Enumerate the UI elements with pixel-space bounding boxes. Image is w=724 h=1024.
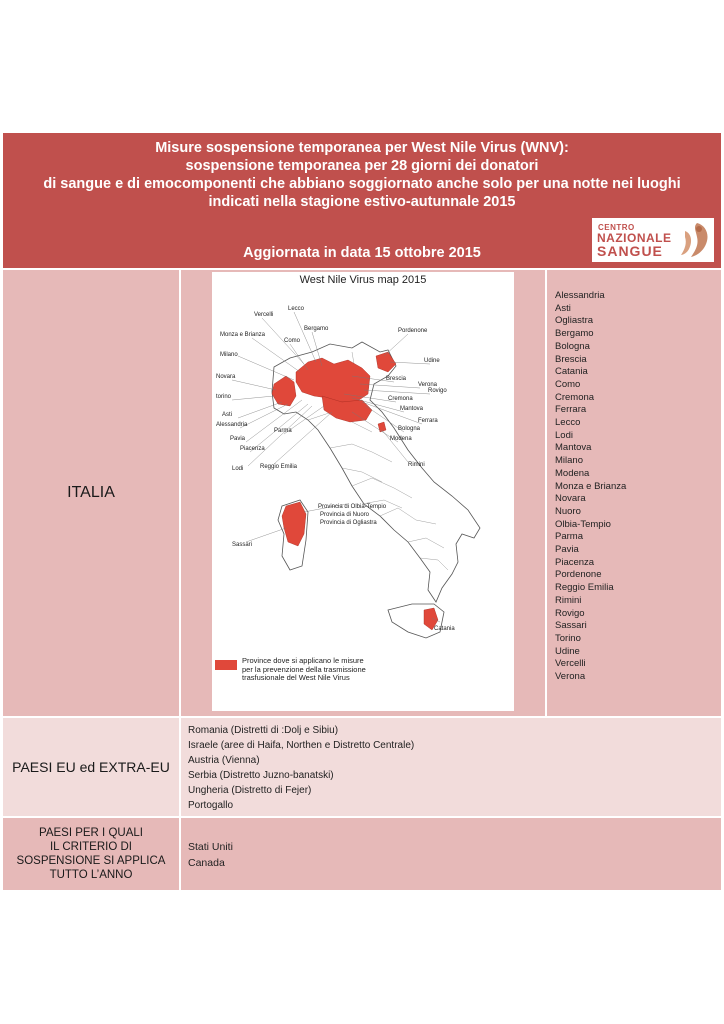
province-item: Novara — [555, 493, 586, 505]
eu-label: PAESI EU ed EXTRA-EU — [12, 759, 170, 775]
map-label-piacenza: Piacenza — [240, 446, 265, 452]
map-label-modena: Modena — [390, 436, 412, 442]
centro-nazionale-sangue-logo: CENTRO NAZIONALE SANGUE — [592, 218, 714, 262]
map-label-mantova: Mantova — [400, 406, 424, 412]
all-year-country-list — [188, 839, 233, 871]
province-item: Vercelli — [555, 658, 586, 670]
province-item: Monza e Brianza — [555, 480, 627, 492]
province-item: Ferrara — [555, 404, 587, 416]
all-year-label — [17, 826, 166, 882]
italia-label-cell — [3, 270, 179, 716]
map-label-bergamo: Bergamo — [304, 326, 329, 332]
italy-map-graphic — [212, 272, 514, 711]
eu-country-item: Israele (aree di Haifa, Northen e Distretto Centrale) — [188, 740, 415, 751]
all-year-label-line: IL CRITERIO DI — [49, 841, 132, 853]
province-item: Milano — [555, 455, 583, 467]
all-year-label-line: TUTTO L’ANNO — [49, 869, 133, 881]
all-year-label-line: SOSPENSIONE SI APPLICA — [16, 855, 166, 867]
map-label-olbia: Provincia di Olbia-Tempio — [318, 504, 387, 510]
eu-country-item: Romania (Distretti di :Dolj e Sibiu) — [188, 725, 339, 736]
legend-text: Province dove si applicano le misure per la prevenzione della trasmissione trasfusionale del West Nile Virus — [242, 656, 366, 683]
map-label-parma: Parma — [274, 428, 292, 434]
map-label-milano: Milano — [220, 352, 238, 358]
map-label-alessandria: Alessandria — [216, 422, 248, 428]
title-line-4: indicati nella stagione estivo-autunnale 2015 — [208, 194, 516, 210]
map-title: West Nile Virus map 2015 — [299, 274, 427, 286]
all-year-country-item: Stati Uniti — [188, 841, 233, 853]
province-item: Lecco — [555, 417, 581, 429]
map-label-pavia: Pavia — [230, 436, 246, 442]
eu-country-item: Austria (Vienna) — [188, 755, 260, 766]
map-label-sassari: Sassari — [232, 542, 253, 548]
eu-country-list — [188, 723, 414, 813]
province-item: Torino — [555, 632, 581, 644]
eu-label-cell — [3, 718, 179, 816]
all-year-label-cell — [3, 818, 179, 890]
map-label-brescia: Brescia — [386, 376, 407, 382]
map-label-como: Como — [284, 338, 301, 344]
province-item: Brescia — [555, 353, 587, 365]
eu-content-cell — [182, 718, 721, 816]
map-label-torino: torino — [216, 394, 232, 400]
eu-country-item: Ungheria (Distretto di Fejer) — [188, 785, 312, 796]
map-label-lecco: Lecco — [288, 306, 305, 312]
map-label-udine: Udine — [424, 358, 440, 364]
west-nile-map — [212, 272, 514, 711]
map-label-reggio-emilia: Reggio Emilia — [260, 464, 298, 470]
eu-row — [3, 718, 721, 816]
province-list-cell — [547, 270, 721, 716]
all-year-row — [3, 818, 721, 890]
province-item: Mantova — [555, 442, 592, 454]
province-item: Bologna — [555, 340, 590, 352]
map-label-monza: Monza e Brianza — [220, 332, 266, 338]
title-line-3: di sangue e di emocomponenti che abbiano soggiornato anche solo per una notte nei luoghi — [43, 176, 681, 192]
update-date: Aggiornata in data 15 ottobre 2015 — [243, 245, 481, 261]
title-line-1: Misure sospensione temporanea per West Nile Virus (WNV): — [155, 140, 569, 156]
italia-row — [3, 270, 721, 716]
all-year-content-cell — [182, 818, 721, 890]
title-banner — [3, 133, 721, 268]
province-item: Verona — [555, 671, 586, 683]
province-item: Asti — [555, 302, 571, 314]
eu-country-item: Serbia (Distretto Juzno-banatski) — [188, 770, 334, 781]
map-label-lodi: Lodi — [232, 466, 244, 472]
province-item: Como — [555, 378, 581, 390]
province-item: Cremona — [555, 391, 595, 403]
map-label-bologna: Bologna — [398, 426, 421, 432]
province-item: Olbia-Tempio — [555, 518, 611, 530]
map-label-rovigo: Rovigo — [428, 388, 447, 394]
province-item: Alessandria — [555, 290, 605, 301]
all-year-label-line: PAESI PER I QUALI — [39, 827, 143, 839]
province-item: Modena — [555, 467, 590, 479]
map-label-asti: Asti — [222, 412, 233, 418]
province-item: Rovigo — [555, 607, 585, 619]
province-item: Udine — [555, 645, 580, 657]
legend-swatch — [215, 660, 237, 670]
all-year-country-item: Canada — [188, 857, 225, 869]
province-list — [555, 290, 626, 684]
province-item: Bergamo — [555, 328, 594, 340]
province-item: Pavia — [555, 544, 579, 556]
province-item: Nuoro — [555, 505, 581, 517]
map-label-verona: Verona — [418, 382, 438, 388]
map-label-nuoro: Provincia di Nuoro — [320, 512, 370, 518]
logo-figure-icon — [677, 221, 711, 259]
province-item: Catania — [555, 366, 588, 378]
map-label-vercelli: Vercelli — [254, 312, 274, 318]
map-label-catania: Catania — [434, 626, 455, 632]
province-item: Pordenone — [555, 569, 602, 581]
map-label-cremona: Cremona — [388, 396, 413, 402]
province-item: Rimini — [555, 594, 582, 606]
map-label-rimini: Rimini — [408, 462, 425, 468]
map-label-pordenone: Pordenone — [398, 328, 428, 334]
province-item: Lodi — [555, 429, 573, 441]
province-item: Ogliastra — [555, 315, 594, 327]
title-line-2: sospensione temporanea per 28 giorni dei donatori — [185, 158, 539, 174]
eu-country-item: Portogallo — [188, 800, 234, 811]
province-item: Sassari — [555, 620, 587, 632]
province-item: Parma — [555, 531, 583, 543]
map-label-novara: Novara — [216, 374, 236, 380]
province-item: Piacenza — [555, 556, 595, 568]
italia-map-cell — [182, 270, 544, 716]
province-item: Reggio Emilia — [555, 582, 614, 594]
italia-label: ITALIA — [67, 484, 115, 501]
map-label-ogliastra: Provincia di Ogliastra — [320, 520, 377, 526]
map-label-ferrara: Ferrara — [418, 418, 438, 424]
